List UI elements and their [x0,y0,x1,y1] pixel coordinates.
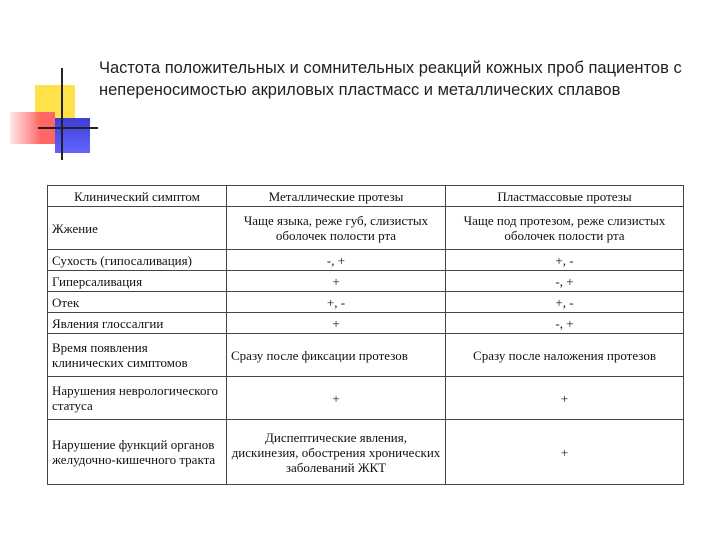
table-row [48,313,684,334]
cell-metal: -, + [227,250,446,271]
cell-plastic: +, - [446,250,684,271]
slide-title: Частота положительных и сомнительных реакций кожных проб пациентов с непереносимостью акриловых пластмасс и металлических сплавов [99,59,682,99]
cell-metal: Чаще языка, реже губ, слизистых оболочек полости рта [227,207,446,250]
cell-symptom: Время появления клинических симптомов [48,334,227,377]
cell-plastic: Сразу после наложения протезов [446,334,684,377]
cell-plastic: +, - [446,292,684,313]
table-row [48,377,684,420]
cell-symptom: Гиперсаливация [48,271,227,292]
symptom-table [47,185,684,485]
table-row [48,420,684,485]
cell-metal: Диспептические явления, дискинезия, обострения хронических заболеваний ЖКТ [227,420,446,485]
cell-plastic: -, + [446,313,684,334]
cell-metal: +, - [227,292,446,313]
cell-symptom: Нарушение функций органов желудочно-кишечного тракта [48,420,227,485]
decor-horizontal-line [38,127,98,129]
cell-plastic: + [446,377,684,420]
cell-symptom: Сухость (гипосаливация) [48,250,227,271]
cell-metal: + [227,271,446,292]
cell-plastic: Чаще под протезом, реже слизистых оболочек полости рта [446,207,684,250]
decor-vertical-line [61,68,63,160]
cell-symptom: Явления глоссалгии [48,313,227,334]
cell-symptom: Отек [48,292,227,313]
header-metal: Металлические протезы [227,186,446,207]
table-row [48,292,684,313]
cell-metal: + [227,377,446,420]
cell-metal: + [227,313,446,334]
header-plastic: Пластмассовые протезы [446,186,684,207]
table-row [48,334,684,377]
cell-symptom: Жжение [48,207,227,250]
table-row [48,207,684,250]
table-header-row [48,186,684,207]
header-symptom: Клинический симптом [48,186,227,207]
cell-symptom: Нарушения неврологического статуса [48,377,227,420]
cell-plastic: + [446,420,684,485]
table-row [48,250,684,271]
cell-metal: Сразу после фиксации протезов [227,334,446,377]
table-row [48,271,684,292]
cell-plastic: -, + [446,271,684,292]
